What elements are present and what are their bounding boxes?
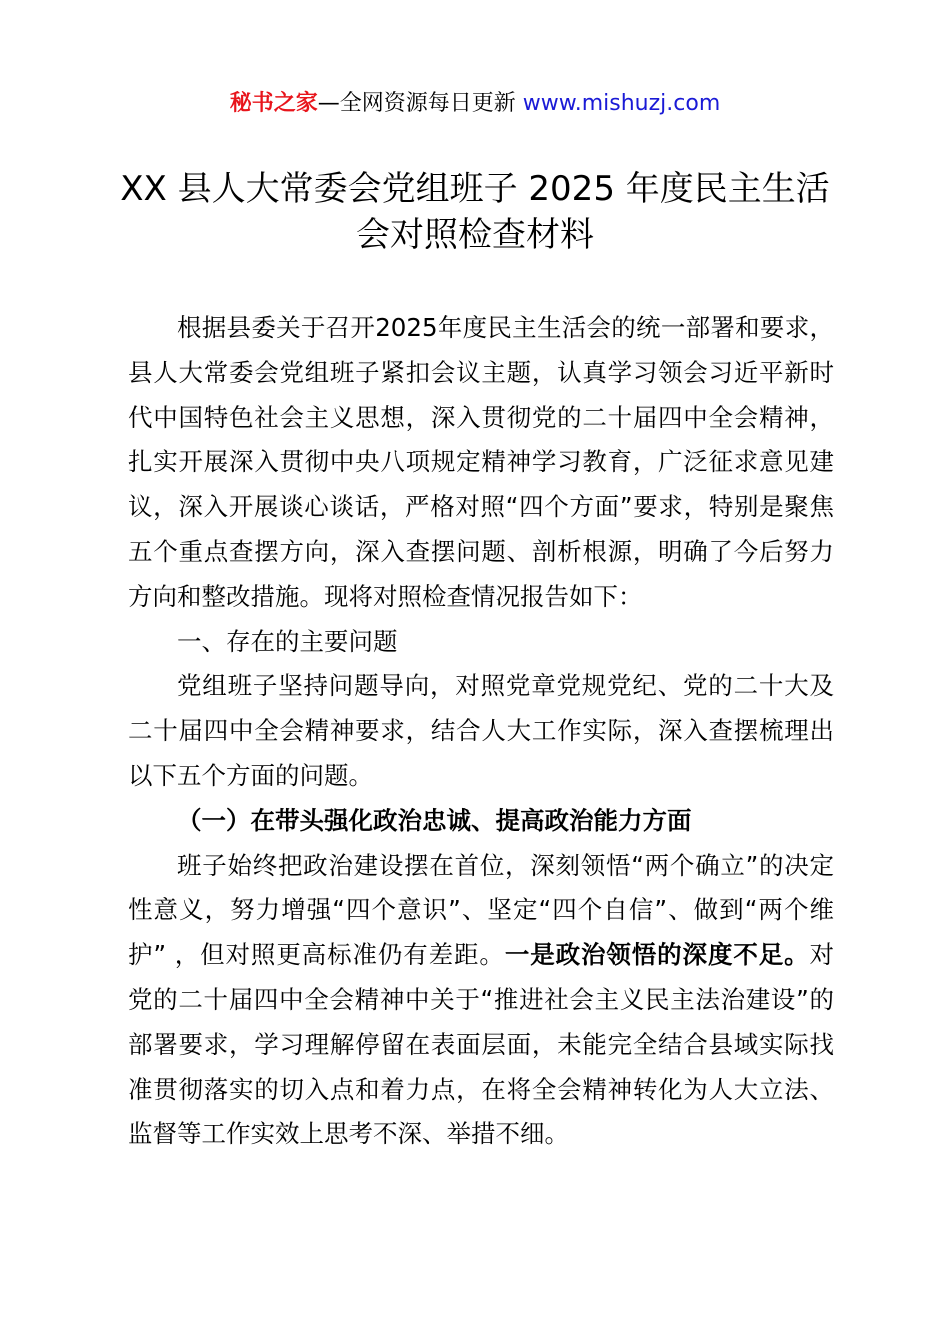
- section-heading: 一、存在的主要问题: [177, 626, 398, 656]
- subsection-heading: （一）在带头强化政治忠诚、提高政治能力方面: [177, 805, 692, 835]
- paragraph-text: 班子始终把政治建设摆在首位，深刻领悟“两个确立”的决定性意义，努力增强“四个意识”、坚定“四个自信”、做到“两个维护” ，但对照更高标准仍有差距。: [128, 850, 834, 970]
- intro-paragraph: 根据县委关于召开2025年度民主生活会的统一部署和要求，县人大常委会党组班子紧扣会议主题，认真学习领会习近平新时代中国特色社会主义思想，深入贯彻党的二十届四中全会精神，扎实开展深入贯彻中央八项规定精神学习教育，广泛征求意见建议，深入开展谈心谈话，严格对照“四个方面”要求，特别是聚焦五个重点查摆方向，深入查摆问题、剖析根源，明确了今后努力方向和整改措施。现将对照检查情况报告如下：: [128, 313, 834, 611]
- brand-name: 秘书之家: [229, 91, 318, 116]
- site-header: [0, 88, 950, 120]
- site-url-link[interactable]: www.mishuzj.com: [522, 91, 721, 116]
- document-title: XX 县人大常委会党组班子 2025 年度民主生活会对照检查材料: [120, 169, 830, 255]
- bold-point: 一是政治领悟的深度不足。: [504, 940, 810, 970]
- subsection-paragraph: [128, 844, 834, 1158]
- paragraph-text: 对党的二十届四中全会精神中关于“推进社会主义民主法治建设”的部署要求，学习理解停留在表面层面，未能完全结合县域实际找准贯彻落实的切入点和着力点，在将全会精神转化为人大立法、监督等工作实效上思考不深、举措不细。: [128, 940, 835, 1149]
- header-slogan: —全网资源每日更新: [317, 91, 523, 116]
- section-intro-paragraph: 党组班子坚持问题导向，对照党章党规党纪、党的二十大及二十届四中全会精神要求，结合人大工作实际，深入查摆梳理出以下五个方面的问题。: [128, 671, 834, 790]
- document-body: [128, 306, 834, 1157]
